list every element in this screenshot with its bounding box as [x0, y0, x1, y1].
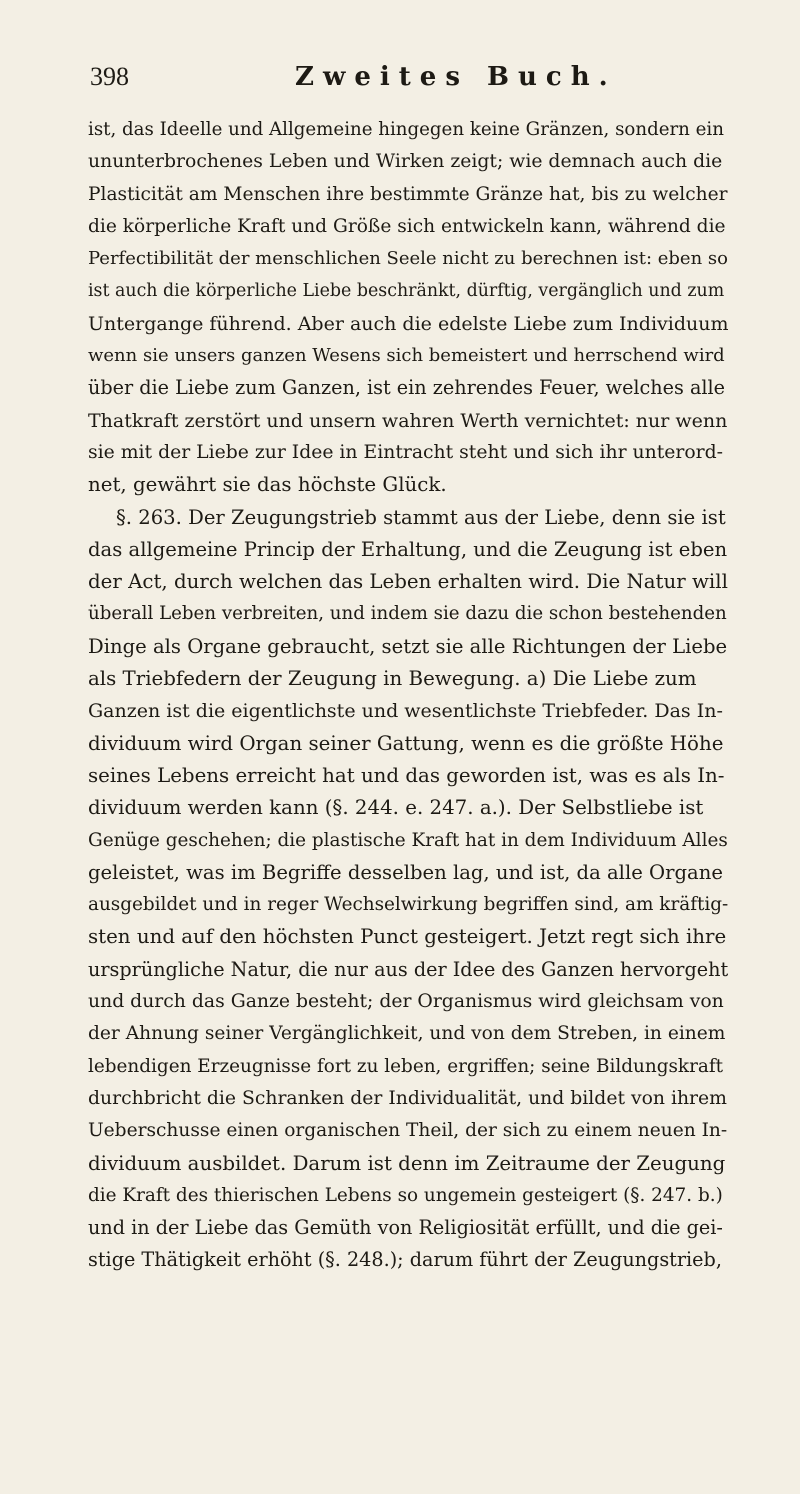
body-text	[88, 114, 728, 1277]
text-line: ist auch die körperliche Liebe beschränkt, dürftig, vergänglich und zum	[88, 281, 725, 302]
running-head: Zweites Buch.	[295, 62, 617, 92]
text-line: Dinge als Organe gebraucht, setzt sie alle Richtungen der Liebe	[88, 634, 728, 658]
text-line: Genüge geschehen; die plastische Kraft hat in dem Individuum Alles	[88, 829, 728, 851]
text-line: Thatkraft zerstört und unsern wahren Werth vernichtet: nur wenn	[88, 409, 728, 432]
text-line: die Kraft des thierischen Lebens so ungemein gesteigert (§. 247. b.)	[88, 1184, 723, 1206]
text-line: durchbricht die Schranken der Individualität, und bildet von ihrem	[88, 1087, 727, 1109]
text-line: net, gewährt sie das höchste Glück.	[88, 473, 447, 497]
section-263-start: §. 263. Der Zeugungstrieb stammt aus der Liebe, denn sie ist	[116, 505, 726, 529]
text-line: Plasticität am Menschen ihre bestimmte Gränze hat, bis zu welcher	[88, 183, 728, 205]
text-line: geleistet, was im Begriffe desselben lag, und ist, da alle Organe	[88, 860, 723, 884]
text-line: Perfectibilität der menschlichen Seele nicht zu berechnen ist: eben so	[88, 248, 728, 270]
text-line: seines Lebens erreicht hat und das geworden ist, was es als In-	[88, 763, 725, 787]
page-header	[90, 62, 730, 102]
text-line: dividuum werden kann (§. 244. e. 247. a.). Der Selbstliebe ist	[88, 796, 704, 820]
text-line: das allgemeine Princip der Erhaltung, und die Zeugung ist eben	[88, 537, 728, 561]
page-number: 398	[90, 62, 129, 91]
text-line: ist, das Ideelle und Allgemeine hingegen keine Gränzen, sondern ein	[88, 119, 724, 140]
text-line: die körperliche Kraft und Größe sich entwickeln kann, während die	[88, 215, 726, 237]
text-line: dividuum ausbildet. Darum ist denn im Zeitraume der Zeugung	[88, 1151, 726, 1175]
text-line: sie mit der Liebe zur Idee in Eintracht steht und sich ihr unterord-	[88, 441, 724, 463]
text-line: ausgebildet und in reger Wechselwirkung begriffen sind, am kräftig-	[88, 894, 729, 916]
text-line: stige Thätigkeit erhöht (§. 248.); darum führt der Zeugungstrieb,	[88, 1248, 722, 1272]
text-line: sten und auf den höchsten Punct gesteigert. Jetzt regt sich ihre	[88, 925, 727, 949]
text-line: als Triebfedern der Zeugung in Bewegung. a) Die Liebe zum	[88, 667, 697, 691]
text-line: der Ahnung seiner Vergänglichkeit, und von dem Streben, in einem	[88, 1023, 726, 1045]
text-line: und in der Liebe das Gemüth von Religiosität erfüllt, und die gei-	[88, 1216, 723, 1240]
text-line: wenn sie unsers ganzen Wesens sich bemeistert und herrschend wird	[88, 345, 725, 367]
text-line: über die Liebe zum Ganzen, ist ein zehrendes Feuer, welches alle	[88, 376, 726, 400]
text-line: ursprüngliche Natur, die nur aus der Idee des Ganzen hervorgeht	[88, 957, 729, 981]
text-line: überall Leben verbreiten, und indem sie dazu die schon bestehenden	[88, 603, 727, 625]
text-line: ununterbrochenes Leben und Wirken zeigt; wie demnach auch die	[88, 151, 723, 173]
text-line: und durch das Ganze besteht; der Organismus wird gleichsam von	[88, 991, 724, 1013]
text-line: Untergange führend. Aber auch die edelste Liebe zum Individuum	[88, 312, 729, 335]
text-line: dividuum wird Organ seiner Gattung, wenn es die größte Höhe	[88, 731, 724, 755]
text-line: Ueberschusse einen organischen Theil, der sich zu einem neuen In-	[88, 1120, 728, 1142]
text-line: der Act, durch welchen das Leben erhalten wird. Die Natur will	[88, 570, 728, 594]
text-line: Ganzen ist die eigentlichste und wesentlichste Triebfeder. Das In-	[88, 700, 723, 723]
text-line: lebendigen Erzeugnisse fort zu leben, ergriffen; seine Bildungskraft	[88, 1055, 724, 1077]
